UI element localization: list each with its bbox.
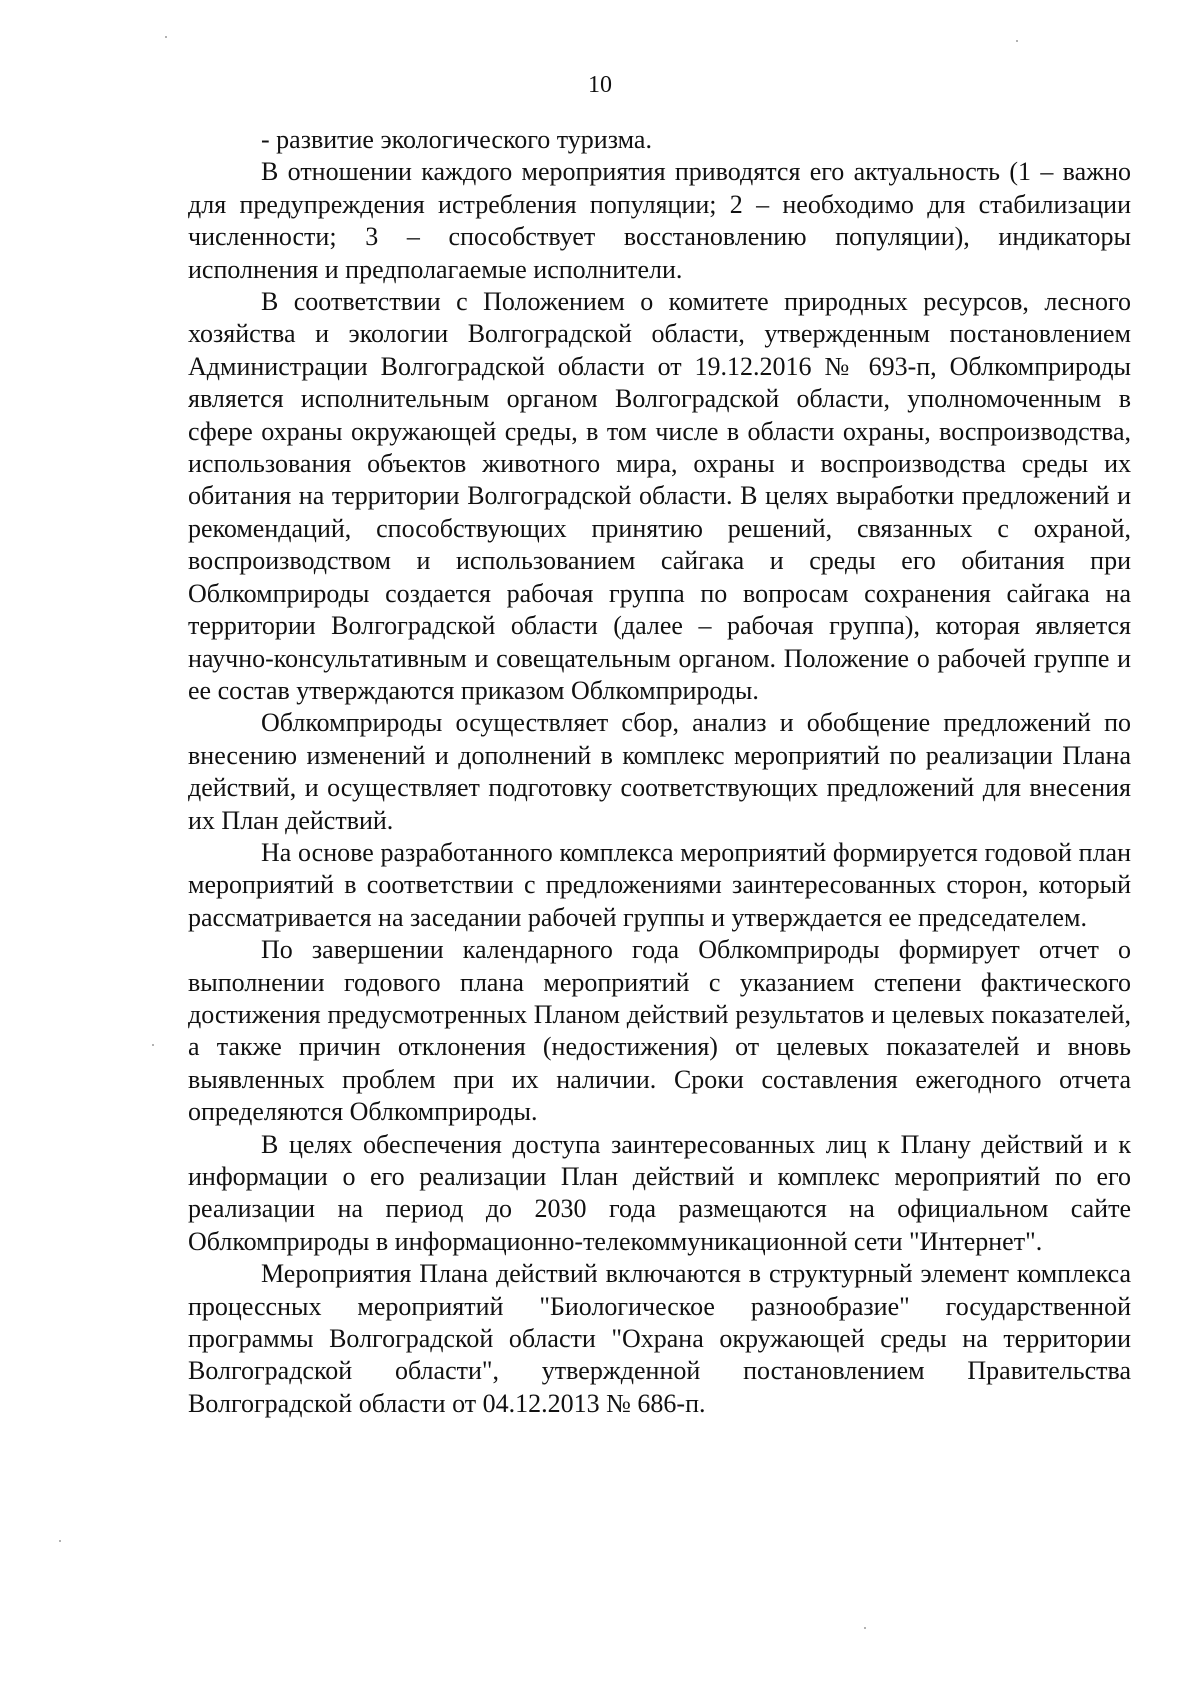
paragraph-bullet-ecotourism: - развитие экологического туризма. [261,125,652,154]
paragraph-state-program: Мероприятия Плана действий включаются в структурный элемент комплекса процессных мероприятий "Биологическое разнообразие" государственной программы Волгоградской области "Охрана окружающей среды на территории Волгоградской области", утвержденной постановлением Правительства Волгоградской области от 04.12.2013 № 686-п. [188,1259,1131,1418]
scan-speck [59,1540,61,1542]
document-body [188,124,1131,1420]
paragraph-annual-plan: На основе разработанного комплекса мероприятий формируется годовой план мероприятий в соответствии с предложениями заинтересованных сторон, который рассматривается на заседании рабочей группы и утверждается ее председателем. [188,837,1131,932]
scan-speck [165,36,167,38]
page-number: 10 [588,72,612,98]
paragraph-relevance: В отношении каждого мероприятия приводятся его актуальность (1 – важно для предупреждения истребления популяции; 2 – необходимо для стабилизации численности; 3 – способствует восстановлению популяции), индикаторы исполнения и предполагаемые исполнители. [188,157,1131,284]
scan-speck [152,1044,154,1046]
paragraph-publication: В целях обеспечения доступа заинтересованных лиц к Плану действий и к информации о его реализации План действий и комплекс мероприятий по его реализации на период до 2030 года размещаются на официальном сайте Облкомприроды в информационно-телекоммуникационной сети "Интернет". [188,1129,1131,1256]
scan-speck [1016,40,1018,42]
paragraph-proposals: Облкомприроды осуществляет сбор, анализ и обобщение предложений по внесению изменений и дополнений в комплекс мероприятий по реализации Плана действий, и осуществляет подготовку соответствующих предложений для внесения их План действий. [188,708,1131,835]
scan-speck [864,1627,866,1629]
paragraph-annual-report: По завершении календарного года Облкомприроды формирует отчет о выполнении годового плана мероприятий с указанием степени фактического достижения предусмотренных Планом действий результатов и целевых показателей, а также причин отклонения (недостижения) от целевых показателей и вновь выявленных проблем при их наличии. Сроки составления ежегодного отчета определяются Облкомприроды. [188,935,1131,1127]
paragraph-regulation: В соответствии с Положением о комитете природных ресурсов, лесного хозяйства и экологии Волгоградской области, утвержденным постановлением Администрации Волгоградской области от 19.12.2016 № 693-п, Облкомприроды является исполнительным органом Волгоградской области, уполномоченным в сфере охраны окружающей среды, в том числе в области охраны, воспроизводства, использования объектов животного мира, охраны и воспроизводства среды их обитания на территории Волгоградской области. В целях выработки предложений и рекомендаций, способствующих принятию решений, связанных с охраной, воспроизводством и использованием сайгака и среды его обитания при Облкомприроды создается рабочая группа по вопросам сохранения сайгака на территории Волгоградской области (далее – рабочая группа), которая является научно-консультативным и совещательным органом. Положение о рабочей группе и ее состав утверждаются приказом Облкомприроды. [188,287,1131,705]
